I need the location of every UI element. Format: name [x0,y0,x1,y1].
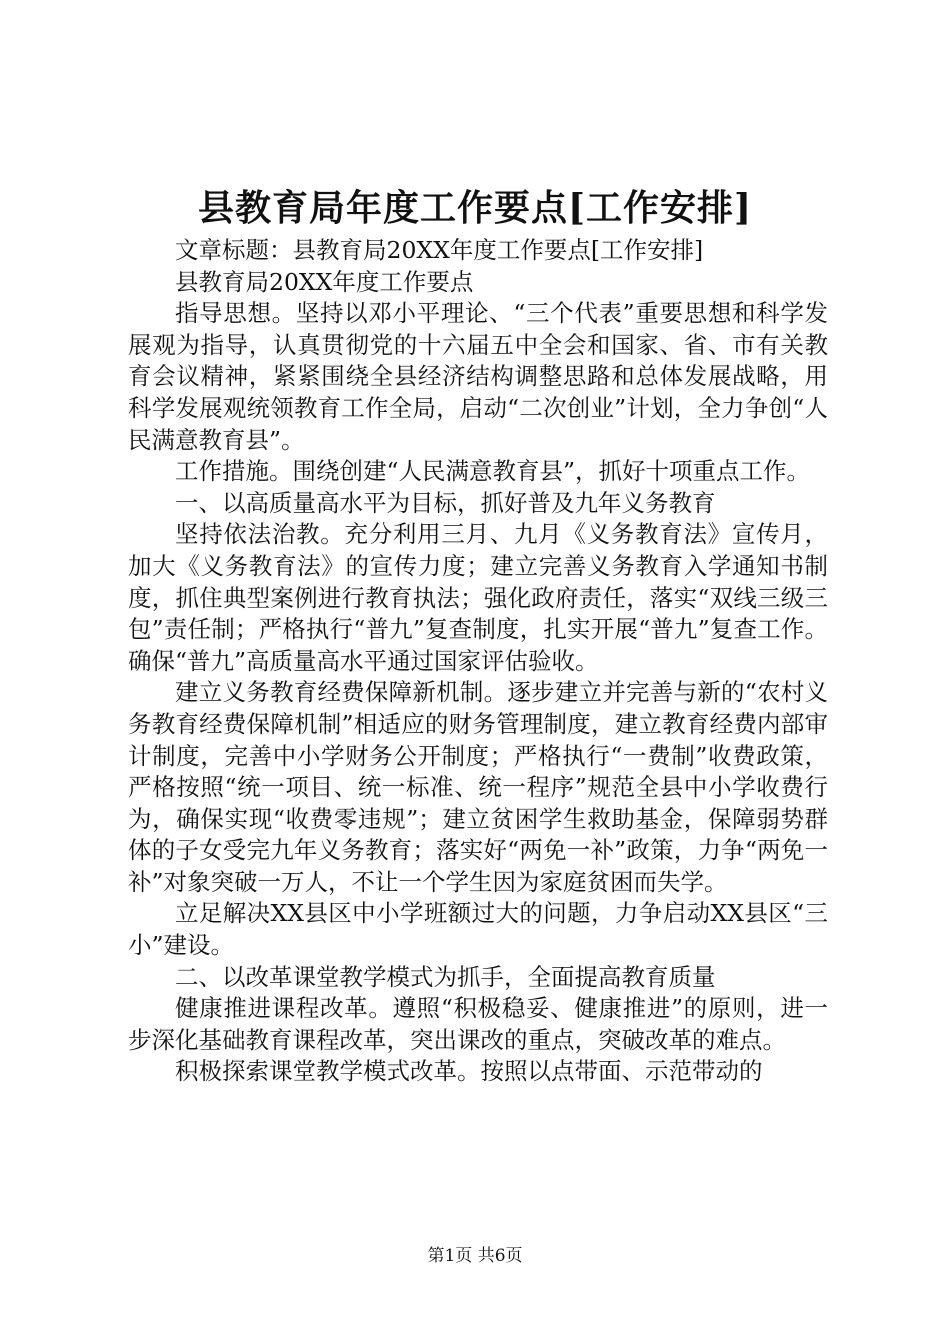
paragraph-work-measures: 工作措施。围绕创建“人民满意教育县”，抓好十项重点工作。 [175,457,811,486]
paragraph-guiding-thought: 指导思想。坚持以邓小平理论、“三个代表”重要思想和科学发展观为指导，认真贯彻党的十六届五中全会和国家、省、市有关教育会议精神，紧紧围绕全县经济结构调整思路和总体发展战略，用科学发展观统领教育工作全局，启动“二次创业”计划，全力争创“人民满意教育县”。 [128,299,828,454]
subtitle-line: 县教育局20XX年度工作要点 [175,267,474,296]
paragraph-teaching-model: 积极探索课堂教学模式改革。按照以点带面、示范带动的 [175,1057,763,1086]
document-title: 县教育局年度工作要点[工作安排] [197,187,753,229]
section-heading-2: 二、以改革课堂教学模式为抓手，全面提高教育质量 [175,962,716,991]
page-footer: 第1页 共6页 [427,1246,523,1266]
paragraph-funding-mechanism: 建立义务教育经费保障新机制。逐步建立并完善与新的“农村义务教育经费保障机制”相适应的财务管理制度，建立教育经费内部审计制度，完善中小学财务公开制度；严格执行“一费制”收费政策，严格按照“统一项目、统一标准、统一程序”规范全县中小学收费行为，确保实现“收费零违规”；建立贫困学生救助基金，保障弱势群体的子女受完九年义务教育；落实好“两免一补”政策，力争“两免一补”对象突破一万人，不让一个学生因为家庭贫困而失学。 [128,678,828,896]
paragraph-curriculum-reform: 健康推进课程改革。遵照“积极稳妥、健康推进”的原则，进一步深化基础教育课程改革，突出课改的重点，突破改革的难点。 [128,994,828,1054]
document-body [128,235,828,1088]
article-title-line: 文章标题：县教育局20XX年度工作要点[工作安排] [175,236,704,264]
paragraph-class-size: 立足解决XX县区中小学班额过大的问题，力争启动XX县区“三小”建设。 [128,899,828,960]
section-heading-1: 一、以高质量高水平为目标，抓好普及九年义务教育 [175,488,716,517]
paragraph-rule-of-law: 坚持依法治教。充分利用三月、九月《义务教育法》宣传月，加大《义务教育法》的宣传力度；建立完善义务教育入学通知书制度，抓住典型案例进行教育执法；强化政府责任，落实“双线三级三包”责任制；严格执行“普九”复查制度，扎实开展“普九”复查工作。确保“普九”高质量高水平通过国家评估验收。 [128,520,828,675]
